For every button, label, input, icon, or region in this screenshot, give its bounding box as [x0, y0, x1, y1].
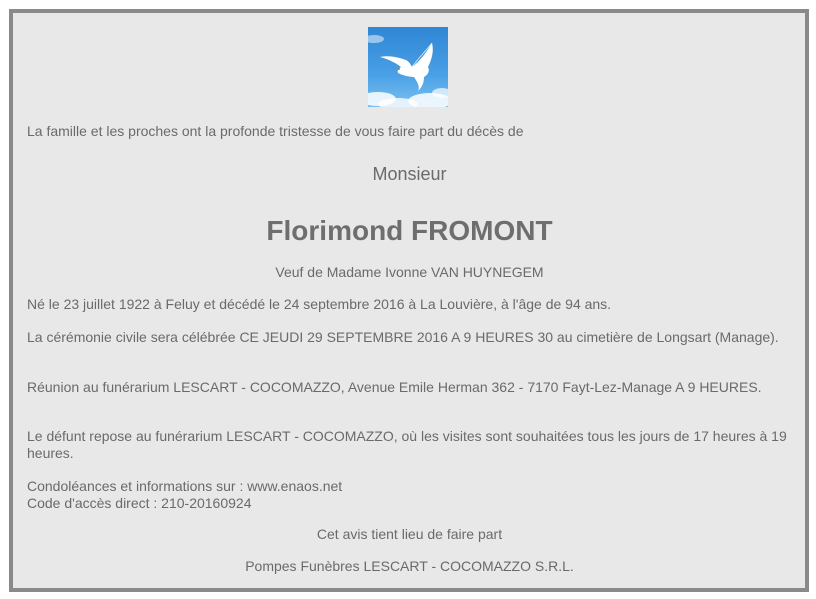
notice-text: Cet avis tient lieu de faire part — [316, 526, 503, 542]
death-notice-content — [13, 13, 805, 588]
intro-text: La famille et les proches ont la profonde tristesse de vous faire part du décès de — [27, 123, 524, 139]
visitation-text: Le défunt repose au funérarium LESCART - COCOMAZZO, où les visites sont souhaitées tous les jours de 17 heures à 19 heures. — [27, 428, 787, 461]
condolences-text: Condoléances et informations sur : www.enaos.net — [27, 478, 343, 494]
deceased-name: Florimond FROMONT — [266, 215, 553, 246]
dove-in-blue-sky-icon — [368, 27, 448, 107]
funeral-home-text: Pompes Funèbres LESCART - COCOMAZZO S.R.L. — [245, 558, 574, 574]
ceremony-text: La cérémonie civile sera célébrée CE JEUDI 29 SEPTEMBRE 2016 A 9 HEURES 30 au cimetière de Longsart (Manage). — [27, 329, 779, 345]
meeting-text: Réunion au funérarium LESCART - COCOMAZZO, Avenue Emile Herman 362 - 7170 Fayt-Lez-Manage A 9 HEURES. — [27, 379, 762, 395]
birth-death-text: Né le 23 juillet 1922 à Feluy et décédé le 24 septembre 2016 à La Louvière, à l'âge de 94 ans. — [27, 296, 612, 312]
access-code-text: Code d'accès direct : 210-20160924 — [27, 495, 252, 511]
death-notice-card — [9, 9, 809, 592]
widow-line: Veuf de Madame Ivonne VAN HUYNEGEM — [275, 264, 544, 280]
civility-title: Monsieur — [372, 164, 447, 184]
